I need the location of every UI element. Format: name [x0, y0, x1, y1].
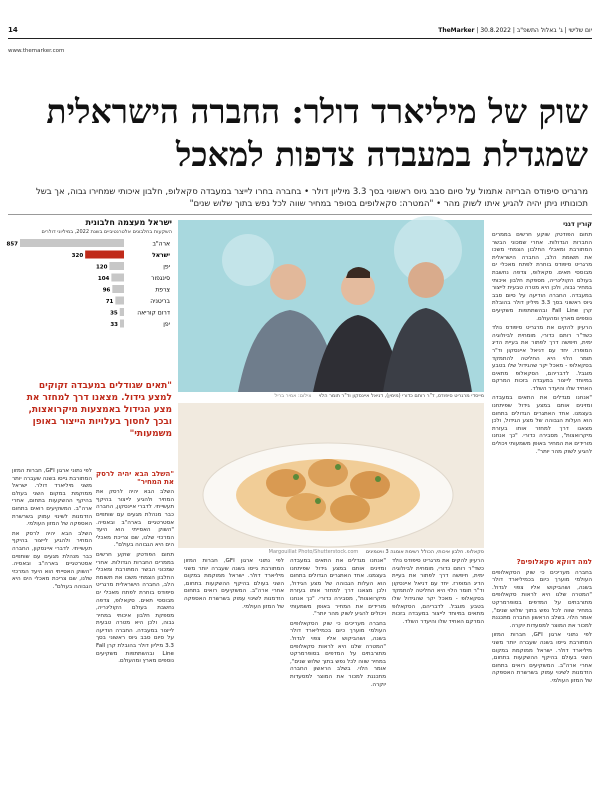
chart-bar — [109, 262, 124, 270]
article-text: הרעיון להקים את מרגריט סיפודס נולד כשד"ר רותם כדורי, מומחית לביולוגיה ימית, חיפשה דרך לפתור את בעיית הדיג המופרז. יחד עם דניאל איינסקון וד"ר תומר הלוי היא החליטה להתמקד בסקאלופ - מאכל יקר שהגידול שלו בטבע מוגבל. לדבריהם, הסקאלופ מתאים במיוחד לייצור במעבדה בזכות המרקם האחיד שלו והיעדר השלד. — [492, 325, 592, 392]
investment-chart — [6, 218, 172, 348]
page-header — [8, 24, 592, 38]
chart-bar — [115, 297, 124, 305]
article-column-6 — [12, 468, 92, 783]
chart-category-label: סינגפור — [151, 275, 170, 282]
chart-category-label: יפן — [163, 263, 170, 271]
chart-bar — [112, 285, 124, 293]
founders-illustration — [178, 220, 484, 392]
site-url: www.themarker.com — [8, 48, 65, 54]
article-column-4 — [184, 558, 284, 783]
photo-credit: צילום: אמיר בריל — [274, 393, 312, 399]
founders-photo — [178, 220, 484, 392]
photo-caption-text: מייסדי מרגריט סיפודס, ד"ר רותם כדורי (מימין), דניאל איינסקון וד"ר תומר הלוי — [318, 393, 484, 399]
chart-subtitle: השקעות בחלבונים אלטרנטיביים בשנת 2022, במיליוני דולרים — [41, 229, 172, 235]
header-rule — [8, 38, 592, 39]
chart-bar — [120, 308, 124, 316]
chart-title: ישראל מעצמה חלבונית — [85, 218, 172, 227]
article-column-2 — [392, 558, 484, 783]
chart-value-label: 320 — [71, 253, 84, 259]
subhead-next-step: "השלב הבא יהיה לרסק את המחיר" — [96, 470, 174, 486]
article-text: הרעיון להקים את מרגריט סיפודס נולד כשד"ר רותם כדורי, מומחית לביולוגיה ימית, חיפשה דרך לפתור את בעיית הדיג המופרז. יחד עם דניאל איינסקון וד"ר תומר הלוי היא החליטה להתמקד בסקאלופ - מאכל יקר שהגידול שלו בטבע מוגבל. לדבריהם, הסקאלופ מתאים במיוחד לייצור במעבדה בזכות המרקם האחיד שלו והיעדר השלד. — [392, 558, 484, 625]
byline: קורין דגני — [563, 220, 592, 228]
chart-value-label: 120 — [95, 264, 108, 271]
article-column-3 — [290, 558, 386, 783]
pull-quote: "תאים שגודלים במעבדה זקוקים למצע גידול. מצאנו דרך למחזר את מצע הגידול באמצעות מיקרואצות, ובכך לחסוך בעלויות הייצור באופן משמעותי" — [26, 381, 172, 439]
article-text: לפי נתוני ארגון GFI, חברות המזון המתורבת גייסו בשנה שעברה יותר משני מיליארד דולר. ישראל ממוקמת במקום השני בעולם בהיקף ההשקעות בתחום, אחרי ארה"ב. המשקיעים רואים בתחום הזדמנות לשינוי עמוק בשרשרת האספקה של המזון העולמי. — [184, 558, 284, 610]
chart-bar — [111, 274, 124, 282]
scallops-photo — [178, 403, 484, 548]
dek-rule — [8, 214, 592, 215]
article-column-5 — [96, 468, 174, 783]
food-credit: Margouillat Photo/Shutterstock.com — [268, 549, 359, 555]
chart-bar — [85, 251, 124, 259]
article-text: לפי נתוני ארגון GFI, חברות המזון המתורבת גייסו בשנה שעברה יותר משני מיליארד דולר. ישראל ממוקמת במקום השני בעולם בהיקף ההשקעות בתחום, אחרי ארה"ב. המשקיעים רואים בתחום הזדמנות לשינוי עמוק בשרשרת האספקה של המזון העולמי. — [11, 468, 92, 528]
chart-value-label: 104 — [97, 276, 110, 282]
food-caption — [178, 549, 484, 555]
chart-value-label: 857 — [6, 241, 18, 248]
chart-category-label: ישראל — [152, 252, 170, 259]
chart-bars — [6, 235, 172, 335]
scallops-illustration — [178, 403, 484, 548]
chart-category-label: דרום קוריאה — [137, 309, 170, 317]
date-line: יום שלישי | ג' באלול התשפ"ב | 30.8.2022 — [480, 27, 592, 34]
article-column-1-lower — [492, 556, 592, 781]
headline-line-2: שמגדלת במעבדה צדפות למאכל — [175, 135, 588, 174]
article-text: השלב הבא יהיה לרסק את המחיר ולהגיע לייצור בהיקף תעשייתי. לדברי איינסקון, החברה כבר מנהלת מגעים עם שותפים אסטרטגיים בארה"ב ובאסיה. "השוק האסייתי הוא היעד המרכזי שלנו, שם צריכת מאכלי הים היא הגבוהה בעולם". — [96, 489, 174, 549]
article-column-1 — [492, 232, 592, 552]
headline — [12, 90, 588, 176]
article-text: בחברה מעריכים כי שוק הסקאלופים העולמי מוערך כיום בכמיליארד דולר בשנה, ושהביקוש אליו צפוי לגדול. "המטרה שלנו היא לראות סקאלופים מתורבתים על המדפים בסופרמרקט במחיר שווה לכל נפש בתוך שלוש שנים", אומר הלוי. בשלב הראשון החברה מתכננת למכור את המוצר למסעדות יוקרה. — [290, 620, 386, 688]
article-text: תחום הפודטק שוקע חרשים בממרים החברות הגדולות. אחרי שמכוני הבשר המתורבת ומאכלי החלבון הצמחי משכו את תשומת הלב, החברה הישראלית מרגריט סיפודס בוחרת לפתח מאכלי ים מבוססי תאים. סקאלופ, צדפה נחשבת בעולם הקולינריה, מספקת חלבון איכותי במחיר גבוה, ולכן היא מטרה טבעית לייצור במעבדה. החברה הודיעה על סיום סבב גיוס ראשוני בסך 3.3 מיליון דולר בהובלת קרן Fall Line ובהשתתפות משקיעים נוספים מארץ ומהעולם. — [492, 232, 592, 322]
chart-value-label: 35 — [110, 310, 118, 317]
article-text: השלב הבא יהיה לרסק את המחיר ולהגיע לייצור בהיקף תעשייתי. לדברי איינסקון, החברה כבר מנהלת מגעים עם שותפים אסטרטגיים בארה"ב ובאסיה. "השוק האסייתי הוא היעד המרכזי שלנו, שם צריכת מאכלי הים היא הגבוהה בעולם". — [12, 530, 92, 590]
food-caption-text: סקאלופ. חלבון איכותי, הכולל רשימת אומגה 3 וויטמינים — [365, 549, 484, 555]
chart-category-label: יפן — [163, 321, 170, 328]
chart-value-label: 33 — [110, 322, 118, 328]
chart-category-label: ארה"ב — [152, 240, 170, 248]
header-brand: TheMarker | יום שלישי | ג' באלול התשפ"ב | 30.8.2022 — [438, 27, 592, 34]
article-text: "אנחנו מגדלים את התאים במעבדה ומזינים אותם במצע גידול שפיתחנו בעצמנו. אחד האתגרים הגדולים בתחום הוא העלות הגבוהה של מצע הגידול, ולכן מצאנו דרך למחזר אותו בעזרת מיקרואצות", מסבירה כדורי. "כך אנחנו מורידים את המחיר באופן משמעותי ויכולים להגיע לשוק מהר יותר". — [290, 558, 386, 618]
chart-category-label: בריטניה — [150, 298, 170, 305]
chart-value-label: 71 — [105, 299, 114, 305]
chart-value-label: 96 — [102, 287, 111, 294]
article-text: "אנחנו מגדלים את התאים במעבדה ומזינים אותם במצע גידול שפיתחנו בעצמנו. אחד האתגרים הגדולים בתחום הוא העלות הגבוהה של מצע הגידול, ולכן מצאנו דרך למחזר אותו בעזרת מיקרואצות", מסבירה כדורי. "כך אנחנו מורידים את המחיר באופן משמעותי ויכולים להגיע לשוק מהר יותר". — [492, 395, 592, 455]
chart-bar — [120, 320, 124, 328]
article-text: בחברה מעריכים כי שוק הסקאלופים העולמי מוערך כיום בכמיליארד דולר בשנה, ושהביקוש אליו צפוי לגדול. "המטרה שלנו היא לראות סקאלופים מתורבתים על המדפים בסופרמרקט במחיר שווה לכל נפש בתוך שלוש שנים", אומר הלוי. בשלב הראשון החברה מתכננת למכור את המוצר למסעדות יוקרה. — [492, 569, 592, 629]
chart-category-label: צרפת — [155, 286, 170, 294]
article-text: לפי נתוני ארגון GFI, חברות המזון המתורבת גייסו בשנה שעברה יותר משני מיליארד דולר. ישראל ממוקמת במקום השני בעולם בהיקף ההשקעות בתחום, אחרי ארה"ב. המשקיעים רואים בתחום הזדמנות לשינוי עמוק בשרשרת האספקה של המזון העולמי. — [492, 632, 592, 684]
chart-bar — [20, 239, 124, 247]
article-text: תחום הפודטק שוקע חרשים בממרים החברות הגדולות. אחרי שמכוני הבשר המתורבת ומאכלי החלבון הצמחי משכו את תשומת הלב, החברה הישראלית מרגריט סיפודס בוחרת לפתח מאכלי ים מבוססי תאים. סקאלופ, צדפה נחשבת בעולם הקולינריה, מספקת חלבון איכותי במחיר גבוה, ולכן היא מטרה טבעית לייצור במעבדה. החברה הודיעה על סיום סבב גיוס ראשוני בסך 3.3 מיליון דולר בהובלת קרן Fall Line ובהשתתפות משקיעים נוספים מארץ ומהעולם. — [96, 551, 174, 665]
photo-caption — [178, 393, 484, 399]
brand-name: TheMarker — [438, 27, 475, 34]
dek: מרגריט סיפודס הבריזה אתמול על סיום סבב גיוס ראשוני בסך 3.3 מיליון דולר • בחברה בחרו לייצר במעבדה סקאלופ, חלבון איכותי שמחירו גבוה, אך בשל תכונותיו ניתן יהיה להגיע איתו לשוק מהר • "המטרה: סקאלופים בסופר במחיר שווה לכל נפש בתוך שלוש שנים" — [35, 187, 588, 209]
subhead-why-scallop: למה דווקא סקאלופים? — [516, 558, 592, 566]
page-number: 14 — [8, 26, 18, 34]
headline-line-1: שוק של מיליארד דולר: החברה הישראלית — [46, 92, 588, 131]
